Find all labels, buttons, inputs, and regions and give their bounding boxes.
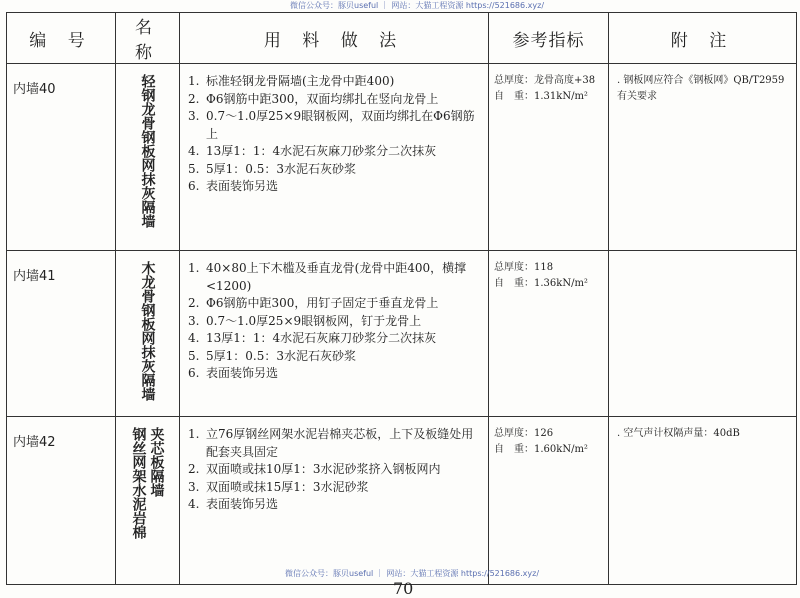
- method-step: [188, 73, 482, 91]
- wall-name-column: 木龙骨钢板网抹灰隔墙: [139, 261, 156, 401]
- wall-name-column: 钢丝网架水泥岩棉: [130, 427, 147, 539]
- step-text: 双面喷或抹10厚1：3水泥砂浆挤入钢板网内: [206, 462, 441, 476]
- note-cell: . 空气声计权隔声量：40dB: [609, 417, 797, 585]
- method-step: [188, 426, 482, 461]
- wall-name: [116, 251, 180, 417]
- method-step: [188, 496, 482, 514]
- method-step: [188, 178, 482, 196]
- step-text: 0.7～1.0厚25×9眼钢板网，双面均绑扎在Φ6钢筋上: [206, 109, 475, 141]
- self-weight: 自 重：1.36kN/m²: [494, 278, 588, 289]
- step-number: 2.: [188, 296, 200, 310]
- total-thickness: 总厚度：龙骨高度+38: [494, 75, 596, 86]
- step-text: 双面喷或抹15厚1：3水泥砂浆: [206, 479, 369, 494]
- step-number: 4.: [188, 144, 200, 158]
- header-code: 编 号: [7, 13, 116, 64]
- step-number: 4.: [188, 331, 200, 345]
- step-text: 5厚1：0.5：3水泥石灰砂浆: [206, 348, 356, 363]
- step-number: 3.: [188, 479, 200, 494]
- header-name: 名 称: [116, 13, 180, 64]
- table-row: [7, 64, 797, 251]
- step-text: 表面装饰另选: [206, 179, 279, 193]
- method-step: [188, 295, 482, 313]
- step-text: 13厚1：1：4水泥石灰麻刀砂浆分二次抹灰: [206, 144, 437, 158]
- step-number: 1.: [188, 427, 200, 441]
- step-number: 2.: [188, 91, 200, 106]
- total-thickness: 总厚度：126: [494, 428, 554, 439]
- method-step: [188, 91, 482, 109]
- index-cell: [489, 417, 609, 585]
- step-number: 3.: [188, 109, 200, 123]
- step-number: 2.: [188, 462, 200, 476]
- method-cell: [180, 417, 489, 585]
- method-step: [188, 330, 482, 348]
- step-text: 0.7～1.0厚25×9眼钢板网，钉于龙骨上: [206, 313, 422, 328]
- step-number: 6.: [188, 179, 200, 193]
- total-thickness: 总厚度：118: [494, 262, 554, 273]
- step-number: 5.: [188, 348, 200, 363]
- step-text: Φ6钢筋中距300，双面均绑扎在竖向龙骨上: [206, 91, 439, 106]
- step-text: 立76厚钢丝网架水泥岩棉夹芯板，上下及板缝处用配套夹具固定: [206, 427, 474, 459]
- step-number: 4.: [188, 497, 200, 511]
- step-text: 标准轻钢龙骨隔墙(主龙骨中距400): [206, 74, 395, 88]
- table-row: [7, 417, 797, 585]
- page-number: 70: [393, 579, 414, 598]
- note-cell: . 钢板网应符合《钢板网》QB/T2959 有关要求: [609, 64, 797, 251]
- index-cell: [489, 64, 609, 251]
- method-step: [188, 108, 482, 143]
- method-cell: [180, 251, 489, 417]
- header-notes: 附 注: [609, 13, 797, 64]
- step-text: 13厚1：1：4水泥石灰麻刀砂浆分二次抹灰: [206, 331, 437, 345]
- wall-name-column: 轻钢龙骨钢板网抹灰隔墙: [139, 74, 156, 228]
- watermark-top: 微信公众号：豚贝useful ｜ 网站：大猫工程资源 https://521686.xyz/: [290, 1, 545, 10]
- index-cell: [489, 251, 609, 417]
- watermark-bottom: 微信公众号：豚贝useful ｜ 网站：大猫工程资源 https://521686.xyz/: [285, 569, 540, 578]
- step-text: Φ6钢筋中距300，用钉子固定于垂直龙骨上: [206, 296, 439, 310]
- table-row: [7, 251, 797, 417]
- step-number: 5.: [188, 161, 200, 176]
- step-text: 表面装饰另选: [206, 366, 279, 380]
- method-step: [188, 479, 482, 497]
- method-cell: [180, 64, 489, 251]
- step-number: 1.: [188, 261, 200, 275]
- wall-code: 内墙42: [7, 417, 116, 585]
- self-weight: 自 重：1.31kN/m²: [494, 91, 588, 102]
- construction-table: [6, 12, 797, 585]
- step-text: 表面装饰另选: [206, 497, 279, 511]
- method-step: [188, 143, 482, 161]
- wall-name: [116, 417, 180, 585]
- wall-code: 内墙40: [7, 64, 116, 251]
- method-step: [188, 461, 482, 479]
- step-text: 5厚1：0.5：3水泥石灰砂浆: [206, 161, 356, 176]
- step-number: 3.: [188, 313, 200, 328]
- method-step: [188, 348, 482, 366]
- method-step: [188, 313, 482, 331]
- note-cell: [609, 251, 797, 417]
- header-row: [7, 13, 797, 64]
- header-method: 用 料 做 法: [180, 13, 489, 64]
- wall-name-column: 夹芯板隔墙: [148, 427, 165, 497]
- method-step: [188, 260, 482, 295]
- header-index: 参考指标: [489, 13, 609, 64]
- self-weight: 自 重：1.60kN/m²: [494, 444, 588, 455]
- method-step: [188, 365, 482, 383]
- step-text: 40×80上下木槛及垂直龙骨(龙骨中距400，横撑<1200): [206, 261, 467, 293]
- method-step: [188, 161, 482, 179]
- wall-name: [116, 64, 180, 251]
- wall-code: 内墙41: [7, 251, 116, 417]
- step-number: 6.: [188, 366, 200, 380]
- step-number: 1.: [188, 74, 200, 88]
